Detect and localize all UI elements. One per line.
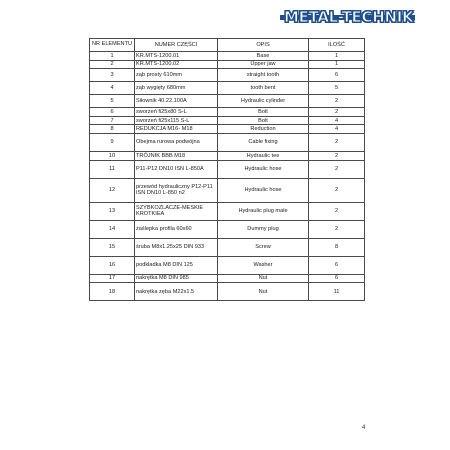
parts-table bbox=[89, 38, 365, 301]
cell-quantity: 2 bbox=[309, 220, 365, 238]
cell-nr: 5 bbox=[90, 95, 135, 108]
cell-description: Base bbox=[218, 52, 309, 61]
cell-description: straight tooth bbox=[218, 69, 309, 82]
cell-part-number: KR.MTS-1200.02 bbox=[135, 60, 218, 69]
cell-part-number: sworzeń fi25x115 S-L bbox=[135, 116, 218, 125]
cell-nr: 10 bbox=[90, 151, 135, 160]
cell-nr: 14 bbox=[90, 220, 135, 238]
cell-description: Bolt bbox=[218, 108, 309, 117]
cell-nr: 2 bbox=[90, 60, 135, 69]
cell-quantity: 1 bbox=[309, 60, 365, 69]
cell-quantity: 2 bbox=[309, 178, 365, 202]
cell-description: Hydraulic tee bbox=[218, 151, 309, 160]
table-row bbox=[90, 95, 365, 108]
cell-nr: 6 bbox=[90, 108, 135, 117]
cell-quantity: 2 bbox=[309, 133, 365, 151]
cell-description: tooth bent bbox=[218, 82, 309, 95]
cell-nr: 18 bbox=[90, 283, 135, 301]
cell-quantity: 2 bbox=[309, 151, 365, 160]
cell-description: Upper jaw bbox=[218, 60, 309, 69]
cell-nr: 8 bbox=[90, 125, 135, 134]
cell-quantity: 1 bbox=[309, 52, 365, 61]
table-row bbox=[90, 238, 365, 256]
table-row bbox=[90, 160, 365, 178]
header-qty: ILOŚĆ bbox=[309, 39, 365, 52]
cell-description: Cable fixing bbox=[218, 133, 309, 151]
table-row bbox=[90, 60, 365, 69]
cell-nr: 3 bbox=[90, 69, 135, 82]
cell-quantity: 2 bbox=[309, 160, 365, 178]
cell-part-number: śruba M8x1.25x25 DIN 933 bbox=[135, 238, 218, 256]
table-row bbox=[90, 202, 365, 220]
cell-description: Bolt bbox=[218, 116, 309, 125]
table-row bbox=[90, 151, 365, 160]
cell-part-number: Obejma rurowa podwójna bbox=[135, 133, 218, 151]
table-row bbox=[90, 125, 365, 134]
cell-part-number: przewód hydrauliczny P12-P11 ISN DN10 L-850 n2 bbox=[135, 178, 218, 202]
table-row bbox=[90, 283, 365, 301]
cell-description: Hydraulic hose bbox=[218, 160, 309, 178]
cell-nr: 13 bbox=[90, 202, 135, 220]
cell-nr: 7 bbox=[90, 116, 135, 125]
table-row bbox=[90, 52, 365, 61]
cell-part-number: SZYBKOZLACZE-MESKIE KROTKIEA bbox=[135, 202, 218, 220]
table-row bbox=[90, 82, 365, 95]
cell-quantity: 8 bbox=[309, 238, 365, 256]
table-header-row bbox=[90, 39, 365, 52]
cell-description: Dummy plug bbox=[218, 220, 309, 238]
cell-description: Washer bbox=[218, 256, 309, 274]
table-row bbox=[90, 178, 365, 202]
cell-nr: 9 bbox=[90, 133, 135, 151]
cell-description: Hydraulic plug male bbox=[218, 202, 309, 220]
table-row bbox=[90, 108, 365, 117]
cell-description: Hydraulic hose bbox=[218, 178, 309, 202]
cell-part-number: podkładka M8 DIN 125 bbox=[135, 256, 218, 274]
cell-part-number: nakrętka M8 DIN 985 bbox=[135, 274, 218, 283]
cell-part-number: REDUKCJA M16- M18 bbox=[135, 125, 218, 134]
cell-description: Nut bbox=[218, 283, 309, 301]
cell-nr: 11 bbox=[90, 160, 135, 178]
cell-quantity: 4 bbox=[309, 116, 365, 125]
cell-quantity: 6 bbox=[309, 274, 365, 283]
cell-nr: 1 bbox=[90, 52, 135, 61]
table-row bbox=[90, 274, 365, 283]
header-desc: OPIS bbox=[218, 39, 309, 52]
metal-technik-logo bbox=[284, 6, 413, 28]
cell-part-number: KR.MTS-1200.01 bbox=[135, 52, 218, 61]
cell-quantity: 4 bbox=[309, 125, 365, 134]
logo-text: METAL-TECHNIK bbox=[284, 8, 414, 26]
cell-description: Reduction bbox=[218, 125, 309, 134]
cell-part-number: nakrętka zęba M22x1.5 bbox=[135, 283, 218, 301]
page-number: 4 bbox=[362, 425, 366, 431]
cell-part-number: TRÓJNIK BBB M18 bbox=[135, 151, 218, 160]
cell-quantity: 2 bbox=[309, 108, 365, 117]
cell-nr: 12 bbox=[90, 178, 135, 202]
cell-description: Nut bbox=[218, 274, 309, 283]
cell-quantity: 11 bbox=[309, 283, 365, 301]
cell-part-number: zaślepka profila 60x60 bbox=[135, 220, 218, 238]
cell-part-number: ząb wygięty 680mm bbox=[135, 82, 218, 95]
table-row bbox=[90, 256, 365, 274]
cell-quantity: 6 bbox=[309, 256, 365, 274]
table-row bbox=[90, 220, 365, 238]
cell-description: Screw bbox=[218, 238, 309, 256]
cell-quantity: 6 bbox=[309, 69, 365, 82]
cell-nr: 4 bbox=[90, 82, 135, 95]
cell-part-number: P11-P12 DN10 ISN L-850A bbox=[135, 160, 218, 178]
cell-quantity: 2 bbox=[309, 95, 365, 108]
cell-quantity: 2 bbox=[309, 202, 365, 220]
cell-part-number: ząb prosty 610mm bbox=[135, 69, 218, 82]
table-row bbox=[90, 133, 365, 151]
cell-part-number: sworzeń fi25x80 S-L bbox=[135, 108, 218, 117]
table-row bbox=[90, 69, 365, 82]
cell-description: Hydraulic cylinder bbox=[218, 95, 309, 108]
header-name: NUMER CZĘŚCI bbox=[135, 39, 218, 52]
cell-nr: 16 bbox=[90, 256, 135, 274]
header-nr: NR ELEMENTU bbox=[90, 39, 135, 52]
cell-nr: 15 bbox=[90, 238, 135, 256]
cell-part-number: Siłownik 40.22.100A bbox=[135, 95, 218, 108]
table-row bbox=[90, 116, 365, 125]
cell-quantity: 5 bbox=[309, 82, 365, 95]
cell-nr: 17 bbox=[90, 274, 135, 283]
